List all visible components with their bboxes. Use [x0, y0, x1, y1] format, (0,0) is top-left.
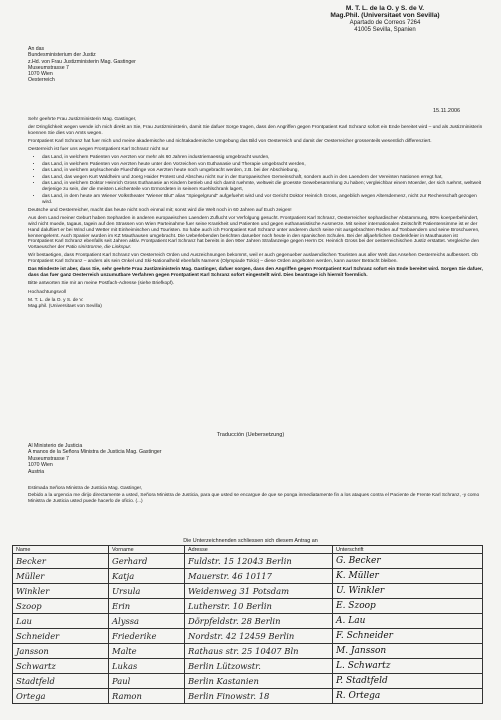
cell-signature: R. Ortega: [333, 689, 483, 704]
cell-name: Jansson: [13, 644, 109, 659]
bullet-item: • das Land, in dem heute am Wiener Volkstheater "Wiener Blut" alias "Spiegelgrund" aufgefuehrt wird und vor Gericht Doktor Heinrich Gross, angeblich wegen Altersdemenz, nicht zur Rechenschaft gezogen wird.: [42, 194, 484, 206]
cell-address: Berlin Finowstr. 18: [185, 689, 333, 704]
cell-signature: M. Jansson: [333, 644, 483, 659]
letter-date: 15.11.2006: [433, 108, 461, 114]
cell-signature: A. Lau: [333, 614, 483, 629]
table-row: [13, 689, 483, 704]
table-row: [13, 554, 483, 569]
table-row: [13, 584, 483, 599]
signature-title: Mag.phil. (Universitaet von Sevilla): [28, 303, 102, 309]
bullet-item: • das Land, in welchem asylsuchende Fluechtlinge von Aerzten heute noch umgebracht werden, z.B. bei der Abschiebung,: [42, 168, 484, 174]
paragraph-7: Bitte antworten Sie mir an meine Postfach-Adresse (siehe Briefkopf).: [28, 281, 175, 287]
sender-street: Apartado de Correos 7264: [349, 19, 421, 26]
translation-addr-line: Museumstrasse 7: [28, 455, 69, 462]
cell-name: Winkler: [13, 584, 109, 599]
cell-signature: K. Müller: [333, 569, 483, 584]
recipient-line: z.Hd. von Frau Justizministerin Mag. Gastinger: [28, 58, 136, 65]
signature-section-title: Die Unterzeichnenden schliessen sich diesem Antrag an: [183, 538, 318, 544]
translation-addr-line: A manos de la Señora Ministra de Justicia Mag. Gastinger: [28, 449, 162, 456]
cell-firstname: Paul: [109, 674, 185, 689]
recipient-line: An das: [28, 46, 45, 52]
table-row: [13, 614, 483, 629]
cell-firstname: Gerhard: [109, 554, 185, 569]
table-row: [13, 599, 483, 614]
cell-name: Müller: [13, 569, 109, 584]
letter-body: [28, 117, 484, 309]
paragraph-4-text: Aus dem Land meiner Geburt haben Sepharden in anderen europaeischen Laendern Zuflucht vor Verfolgung gesucht. Frontpatient Karl Schranz, Oesterreicher sephardischer Abstammung, 80% koerperbehindert, wird nicht muede, tagaus, tagein auf den Strassen von Wien Parteinahme fuer seine Krankheit und Patienten und gegen euthanasistische Ausmerze. Mit seiner internationalen Zeitschrift Patientensimme ist er der Hand daluftiert er bei Wind und Wetter mit Einheimischen und Touristen. So habe auch ich Frontpatient Karl Schranz unter anderem durch seine mit ausgebrachten Reden auf Tonbaendern und seine Broschueren, kennengelernt. Auch Spanier wurden im KZ Mauthausen umgebracht. Die Ueberlebenden berichten darueber noch heute in den spanischen Schulen. Bei der alljaehrlichen Gedenkfeier in Mauthausen ist Frontpatient Karl Schranz ebenfalls seit Jahren aktiv. Frontpatient Karl Schranz hat bereits in den 90er Jahren Strafanzeige gegen Herrn Dr. Heinrich Gross bei der oesterreichischen Justiz erstattet. Vergleiche den Vortaeuscher der: [28, 215, 480, 251]
column-header-name: Name: [13, 546, 109, 554]
cell-signature: E. Szoop: [333, 599, 483, 614]
signature-table: [12, 545, 483, 704]
cell-address: Lutherstr. 10 Berlin: [185, 599, 333, 614]
recipient-line: Museumstrasse 7: [28, 64, 69, 71]
translation-addr-line: Austria: [28, 468, 45, 475]
list-intro: Oesterreich ist fuer uns wegen Frontpatient Karl Schranz nicht nur: [28, 147, 169, 153]
cell-firstname: Ursula: [109, 584, 185, 599]
cell-signature: U. Winkler: [333, 584, 483, 599]
cell-signature: L. Schwartz: [333, 659, 483, 674]
translation-body: [28, 486, 484, 506]
cell-firstname: Katja: [109, 569, 185, 584]
cell-firstname: Malte: [109, 644, 185, 659]
sender-name: M. T. L. de la O. y S. de V.: [345, 5, 425, 12]
translation-addr-line: 1070 Wien: [28, 462, 53, 469]
cell-firstname: Lukas: [109, 659, 185, 674]
intro-paragraph: der Dringlichkeit wegen wende ich mich direkt an Sie, Frau Justizministerin, damit Sie dafuer Sorge tragen, dass den Angriffen gegen Frontpatient Karl Schranz sofort ein Ende bereitet wird – und als Justizministerin koennen Sie dies von Amts wegen.: [28, 125, 483, 136]
paragraph-6: Das Mindeste ist aber, dass Sie, sehr geehrte Frau Justizministerin Mag. Gastinger, dafuer sorgen, dass den Angriffen gegen Frontpatient Karl Schranz sofort ein Ende bereitet wird. Sorgen Sie dafuer, dass das fuer ganz Oesterreich unzumutbare Verfahren gegen Frontpatient Karl Schranz sofort eingestellt wird. Dies beantrage ich hiermit foermlich.: [28, 267, 483, 279]
recipient-line: Oesterreich: [28, 77, 55, 84]
translation-text: Debido a la urgencia me dirijo directamente a usted, Señora Ministra de Justicia, para que usted se encargue de que se ponga inmediatamente fin a los ataques contra el Paciente de Frente Karl Schranz, -y como Ministra de Justicia usted puede hacerlo de oficio. (...): [28, 493, 480, 504]
paragraph-5: Wir bestaetigen, dass Frontpatient Karl Schranz von Oesterreich Orden und Auszeichnungen bekommt, weil er auch gegenueber auslaendischen Touristen aus aller Welt das Ansehen Oesterreichs aufbessert. Ob Frontpatient Karl Schranz – anders als sein Onkel und Ski-Nationalheld ebenfalls Namens (Olympiade Tokio) – diese Orden angeboten werden, kann ausser Betracht bleiben.: [28, 253, 478, 265]
bullet-item: • das Land, in welchem Patienten von Aerzten vor mehr als 60 Jahren industriemaessig umgebracht wurden,: [42, 155, 484, 161]
paragraph-4-italic: Patio sinistrorme, die Linkspur.: [65, 245, 132, 251]
cell-address: Weidenweg 31 Potsdam: [185, 584, 333, 599]
recipient-line: 1070 Wien: [28, 71, 53, 78]
table-row: [13, 644, 483, 659]
bullet-list: [28, 155, 484, 205]
column-header-address: Adresse: [185, 546, 333, 554]
sender-city: 41005 Sevilla, Spanien: [354, 27, 416, 34]
translation-salutation: Estimada Señora Ministra de Justicia Mag. Gastinger,: [28, 486, 143, 491]
cell-firstname: Friederike: [109, 629, 185, 644]
cell-signature: G. Becker: [333, 554, 483, 569]
cell-address: Rathaus str. 25 10407 Bln: [185, 644, 333, 659]
bullet-item: • das Land, in welchem Doktor Heinrich Gross Euthanasie an Kindern betrieb und sich damit ruehmte, weltweit die groesste Gewebesammlung zu haben; vergleichbar einem Moerder, der sich ruehmt, weltweit derjenige zu sein, der die meisten Leichenteile von Ermordeten in seinem Kuehlschrank lagert,: [42, 181, 484, 193]
paragraph-3: Deutsche und Oesterreicher, macht das heute nicht noch einmal mit; sonst wird die Welt noch in 60 Jahren auf Euch zeigen!: [28, 207, 292, 213]
translation-addr-line: Al Ministerio de Justicia: [28, 443, 83, 449]
column-header-firstname: Vorname: [109, 546, 185, 554]
sender-title: Mag.Phil. (Universitaet von Sevilla): [330, 12, 440, 20]
translation-address: [28, 443, 248, 475]
column-header-signature: Unterschrift: [333, 546, 483, 554]
cell-address: Berlin Kastanien: [185, 674, 333, 689]
cell-firstname: Erin: [109, 599, 185, 614]
paragraph-4: [28, 216, 484, 251]
cell-name: Ortega: [13, 689, 109, 704]
closing: Hochachtungsvoll: [28, 289, 66, 295]
cell-signature: F. Schneider: [333, 629, 483, 644]
table-row: [13, 659, 483, 674]
cell-address: Fuldstr. 15 12043 Berlin: [185, 554, 333, 569]
cell-address: Berlin Lützowstr.: [185, 659, 333, 674]
bullet-item: • das Land, das wegen Kurt Waldheim und Joerg Haider Protest und Abscheu nicht nur in der Europaeischen Gemeinschaft, sondern auch in den Laendern der Vereinten Nationen erregt hat,: [42, 175, 484, 181]
salutation: Sehr geehrte Frau Justizministerin Mag. Gastinger,: [28, 117, 137, 122]
cell-name: Becker: [13, 554, 109, 569]
cell-address: Nordstr. 42 12459 Berlin: [185, 629, 333, 644]
cell-address: Dörpfeldstr. 28 Berlin: [185, 614, 333, 629]
cell-name: Schwartz: [13, 659, 109, 674]
cell-firstname: Alyssa: [109, 614, 185, 629]
table-header-row: [13, 546, 483, 554]
bullet-item: • das Land, in welchem Patienten von Aerzten heute unter den Vorzeichen von Euthanasie und Therapie umgebracht werden,: [42, 162, 484, 168]
cell-firstname: Ramon: [109, 689, 185, 704]
cell-name: Schneider: [13, 629, 109, 644]
signature-name: M. T. L. de la O. y S. de V.: [28, 297, 84, 303]
cell-name: Szoop: [13, 599, 109, 614]
recipient-line: Bundesministerium der Justiz: [28, 52, 96, 59]
cell-name: Lau: [13, 614, 109, 629]
table-row: [13, 674, 483, 689]
cell-name: Stadtfeld: [13, 674, 109, 689]
recipient-address: [28, 46, 248, 84]
table-row: [13, 569, 483, 584]
cell-signature: P. Stadtfeld: [333, 674, 483, 689]
table-row: [13, 629, 483, 644]
paragraph-2: Frontpatient Karl Schranz hat fuer mich und meine akademische und nichtakademische Umgebung das Bild von Oesterreich und damit der Oesterreicher grossenteils wesentlich differenziert.: [28, 139, 432, 145]
cell-address: Mauerstr. 46 10117: [185, 569, 333, 584]
translation-title: Traducción (Uebersetzung): [216, 432, 285, 438]
sender-header: [300, 5, 470, 35]
